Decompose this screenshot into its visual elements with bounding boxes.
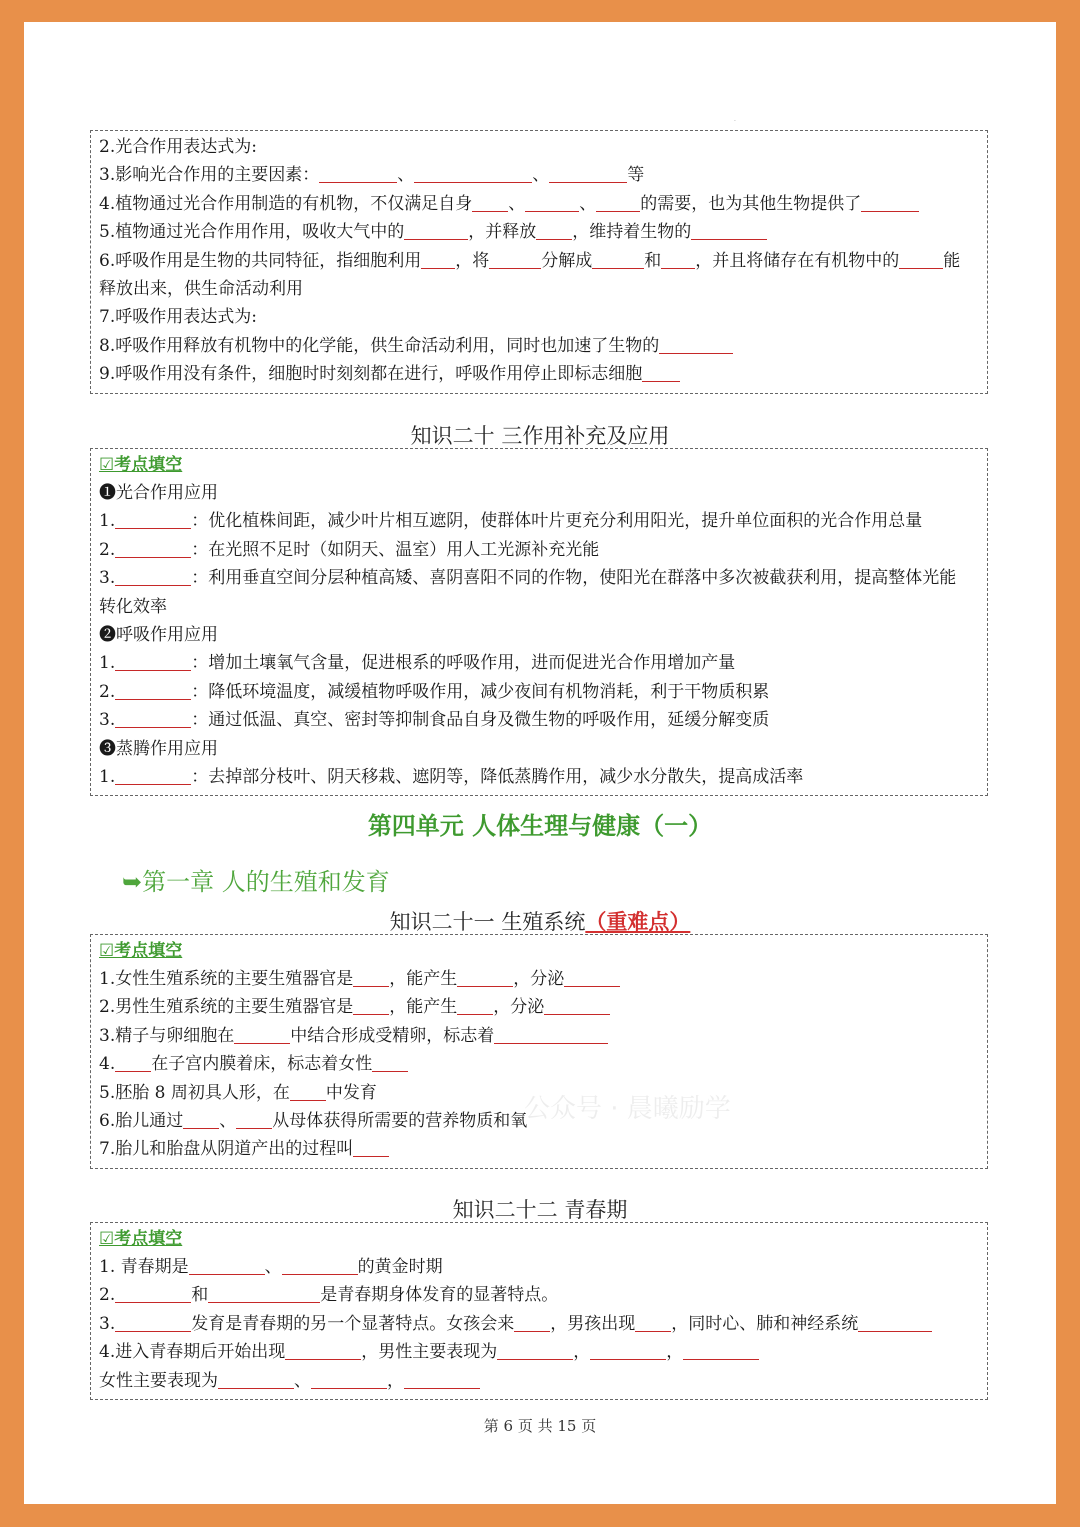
k21-item-3: 3.精子与卵细胞在 中结合形成受精卵，标志着 (99, 1022, 979, 1050)
k20-b1: 1. ：增加土壤氧气含量，促进根系的呼吸作用，进而促进光合作用增加产量 (99, 653, 736, 674)
fill-blank-tag: ☑考点填空 (99, 1229, 183, 1249)
stray-mark: · (734, 118, 736, 125)
watermark: 公众号 · 晨曦励学 (524, 1094, 731, 1124)
k21-item-6: 6.胎儿通过 、 从母体获得所需要的营养物质和氧 (99, 1111, 528, 1132)
k22-item-4: 4.进入青春期后开始出现 ，男性主要表现为 ， ， (99, 1338, 979, 1366)
item-5: 5.植物通过光合作用作用，吸收大气中的 ，并释放 ，维持着生物的 (99, 218, 979, 246)
transpiration-apps-heading: ❸蒸腾作用应用 (99, 738, 218, 759)
item-6-cont: 释放出来，供生命活动利用 (99, 279, 303, 300)
k20-a2: 2. ：在光照不足时（如阴天、温室）用人工光源补充光能 (99, 539, 600, 560)
k22-item-1: 1. 青春期是 、 的黄金时期 (99, 1257, 443, 1277)
k20-a1: 1. ：优化植株间距，减少叶片相互遮阴，使群体叶片更充分利用阳光，提升单位面积的光合作用总量 (99, 511, 923, 532)
key-point-badge: （重难点） (585, 910, 691, 934)
k22-box (90, 1222, 988, 1400)
k20-a3: 3. ：利用垂直空间分层种植高矮、喜阴喜阳不同的作物，使阳光在群落中多次被截获利用，提高整体光能 (99, 568, 957, 589)
item-9: 9.呼吸作用没有条件，细胞时时刻刻都在进行，呼吸作用停止即标志细胞 (99, 360, 979, 388)
k20-b2: 2. ：降低环境温度，减缓植物呼吸作用，减少夜间有机物消耗，利于干物质积累 (99, 681, 770, 702)
k21-item-5: 5.胚胎 8 周初具人形，在 中发育 (99, 1082, 377, 1103)
respiration-apps-heading: ❷呼吸作用应用 (99, 625, 218, 646)
chapter-title: ➥第一章 人的生殖和发育 (122, 868, 390, 896)
k20-b3: 3. ：通过低温、真空、密封等抑制食品自身及微生物的呼吸作用，延缓分解变质 (99, 710, 770, 731)
page-footer: 第 6 页 共 15 页 (483, 1417, 597, 1435)
k20-box (90, 448, 988, 796)
k22-item-4-cont: 女性主要表现为 、 ， (99, 1367, 979, 1395)
item-8: 8.呼吸作用释放有机物中的化学能，供生命活动利用，同时也加速了生物的 (99, 332, 979, 360)
item-4: 4.植物通过光合作用制造的有机物，不仅满足自身 、 、 的需要，也为其他生物提供了 (99, 190, 979, 218)
item-7: 7.呼吸作用表达式为: (99, 307, 257, 328)
document-page (24, 22, 1056, 1504)
k21-item-1: 1.女性生殖系统的主要生殖器官是 ，能产生 ，分泌 (99, 965, 979, 993)
fill-blank-tag: ☑考点填空 (99, 455, 183, 475)
photosynthesis-apps-heading: ❶光合作用应用 (99, 483, 218, 503)
item-3: 3.影响光合作用的主要因素： 、 、 等 (99, 165, 645, 186)
photosynthesis-respiration-box (90, 130, 988, 394)
item-6: 6.呼吸作用是生物的共同特征，指细胞利用 ，将 分解成 和 ，并且将储存在有机物中的 能 (99, 250, 961, 271)
section-title-k21: 知识二十一 生殖系统（重难点） (389, 910, 691, 934)
section-title-k22: 知识二十二 青春期 (452, 1198, 628, 1222)
k21-item-2: 2.男性生殖系统的主要生殖器官是 ，能产生 ，分泌 (99, 993, 979, 1021)
k20-a3-cont: 转化效率 (99, 596, 167, 617)
k22-item-3: 3. 发育是青春期的另一个显著特点。女孩会来 ，男孩出现 ，同时心、肺和神经系统 (99, 1310, 979, 1338)
unit-title: 第四单元 人体生理与健康（一） (367, 812, 713, 840)
k21-item-7: 7.胎儿和胎盘从阴道产出的过程叫 (99, 1135, 979, 1163)
item-2: 2.光合作用表达式为: (99, 137, 257, 157)
fill-blank-tag: ☑考点填空 (99, 941, 183, 961)
k21-item-4: 4. 在子宫内膜着床，标志着女性 (99, 1050, 979, 1078)
k20-c1: 1. ：去掉部分枝叶、阴天移栽、遮阴等，降低蒸腾作用，减少水分散失，提高成活率 (99, 767, 804, 788)
k21-box (90, 934, 988, 1169)
section-title-k20: 知识二十 三作用补充及应用 (410, 424, 670, 448)
k22-item-2: 2. 和 是青春期身体发育的显著特点。 (99, 1285, 559, 1306)
